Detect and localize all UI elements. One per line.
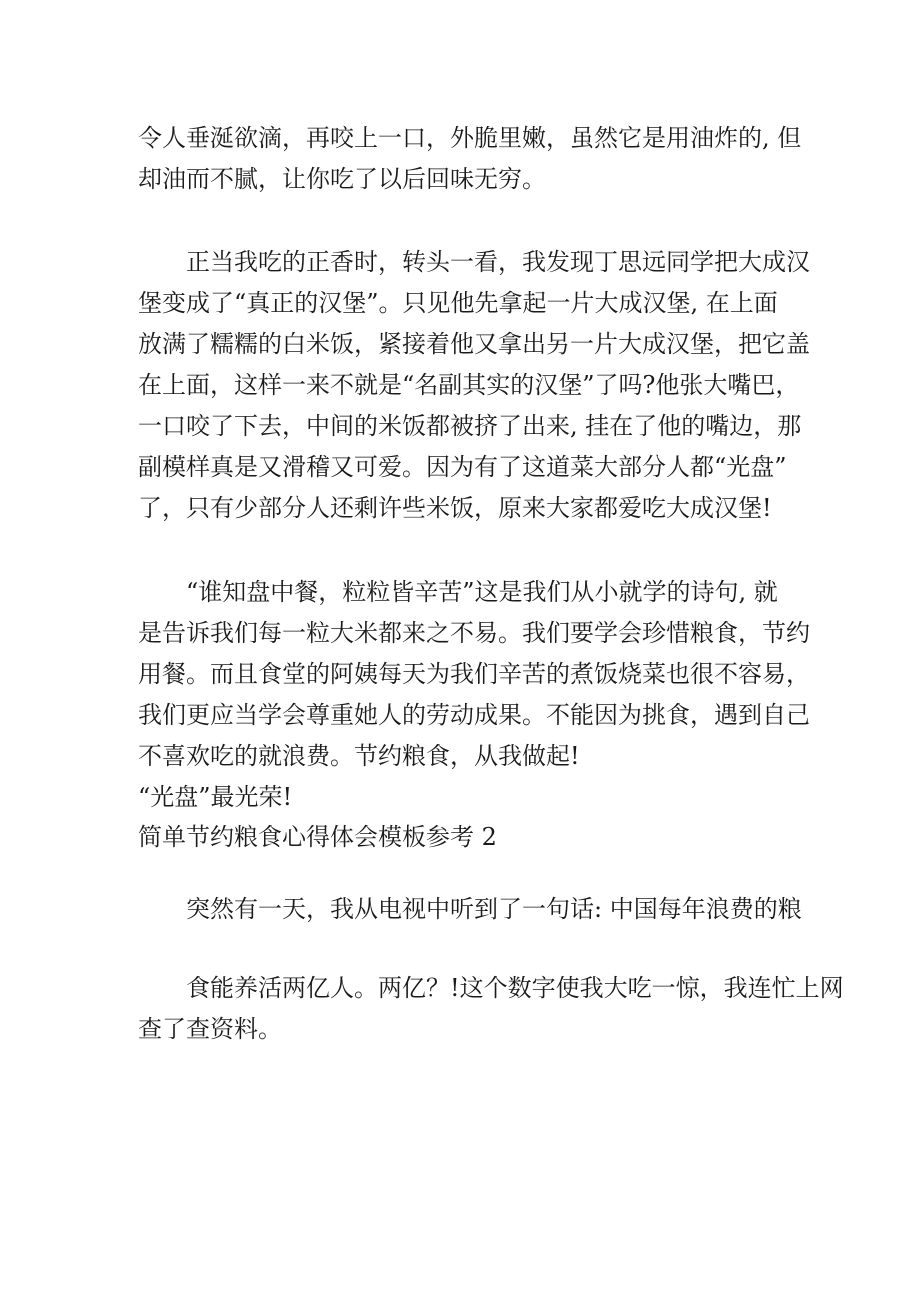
text-line: 了，只有少部分人还剩许些米饭，原来大家都爱吃大成汉堡!: [138, 494, 772, 522]
text-line: 放满了糯糯的白米饭，紧接着他又拿出另一片大成汉堡，把它盖: [138, 330, 810, 358]
text-line: 在上面，这样一来不就是“名副其实的汉堡”了吗?他张大嘴巴，: [138, 371, 800, 399]
text-line: 我们更应当学会尊重她人的劳动成果。不能因为挑食，遇到自己: [138, 701, 810, 729]
text-line: 是告诉我们每一粒大米都来之不易。我们要学会珍惜粮食，节约: [138, 619, 810, 647]
section-heading: 突然有一天，我从电视中听到了一句话: 中国每年浪费的粮: [186, 895, 802, 923]
text-line: “谁知盘中餐，粒粒皆辛苦”这是我们从小就学的诗句, 就: [186, 578, 778, 606]
text-line: 令人垂涎欲滴，再咬上一口，外脆里嫩，虽然它是用油炸的, 但: [138, 124, 802, 152]
text-line: 正当我吃的正香时，转头一看，我发现丁思远同学把大成汉: [186, 248, 810, 276]
text-line: 却油而不腻，让你吃了以后回味无穷。: [138, 165, 546, 193]
text-line: 堡变成了“真正的汉堡”。只见他先拿起一片大成汉堡, 在上面: [138, 289, 778, 317]
text-line: 不喜欢吃的就浪费。节约粮食，从我做起!: [138, 742, 580, 770]
text-line: 简单节约粮食心得体会模板参考 2: [138, 823, 497, 851]
text-line: “光盘”最光荣!: [138, 783, 293, 811]
text-line: 查了查资料。: [138, 1015, 282, 1043]
text-line: 一口咬了下去，中间的米饭都被挤了出来, 挂在了他的嘴边，那: [138, 412, 802, 440]
text-line: 食能养活两亿人。两亿？!这个数字使我大吃一惊，我连忙上网: [186, 974, 844, 1002]
text-line: 用餐。而且食堂的阿姨每天为我们辛苦的煮饭烧菜也很不容易，: [138, 660, 810, 688]
text-line: 副模样真是又滑稽又可爱。因为有了这道菜大部分人都“光盘”: [138, 453, 787, 481]
